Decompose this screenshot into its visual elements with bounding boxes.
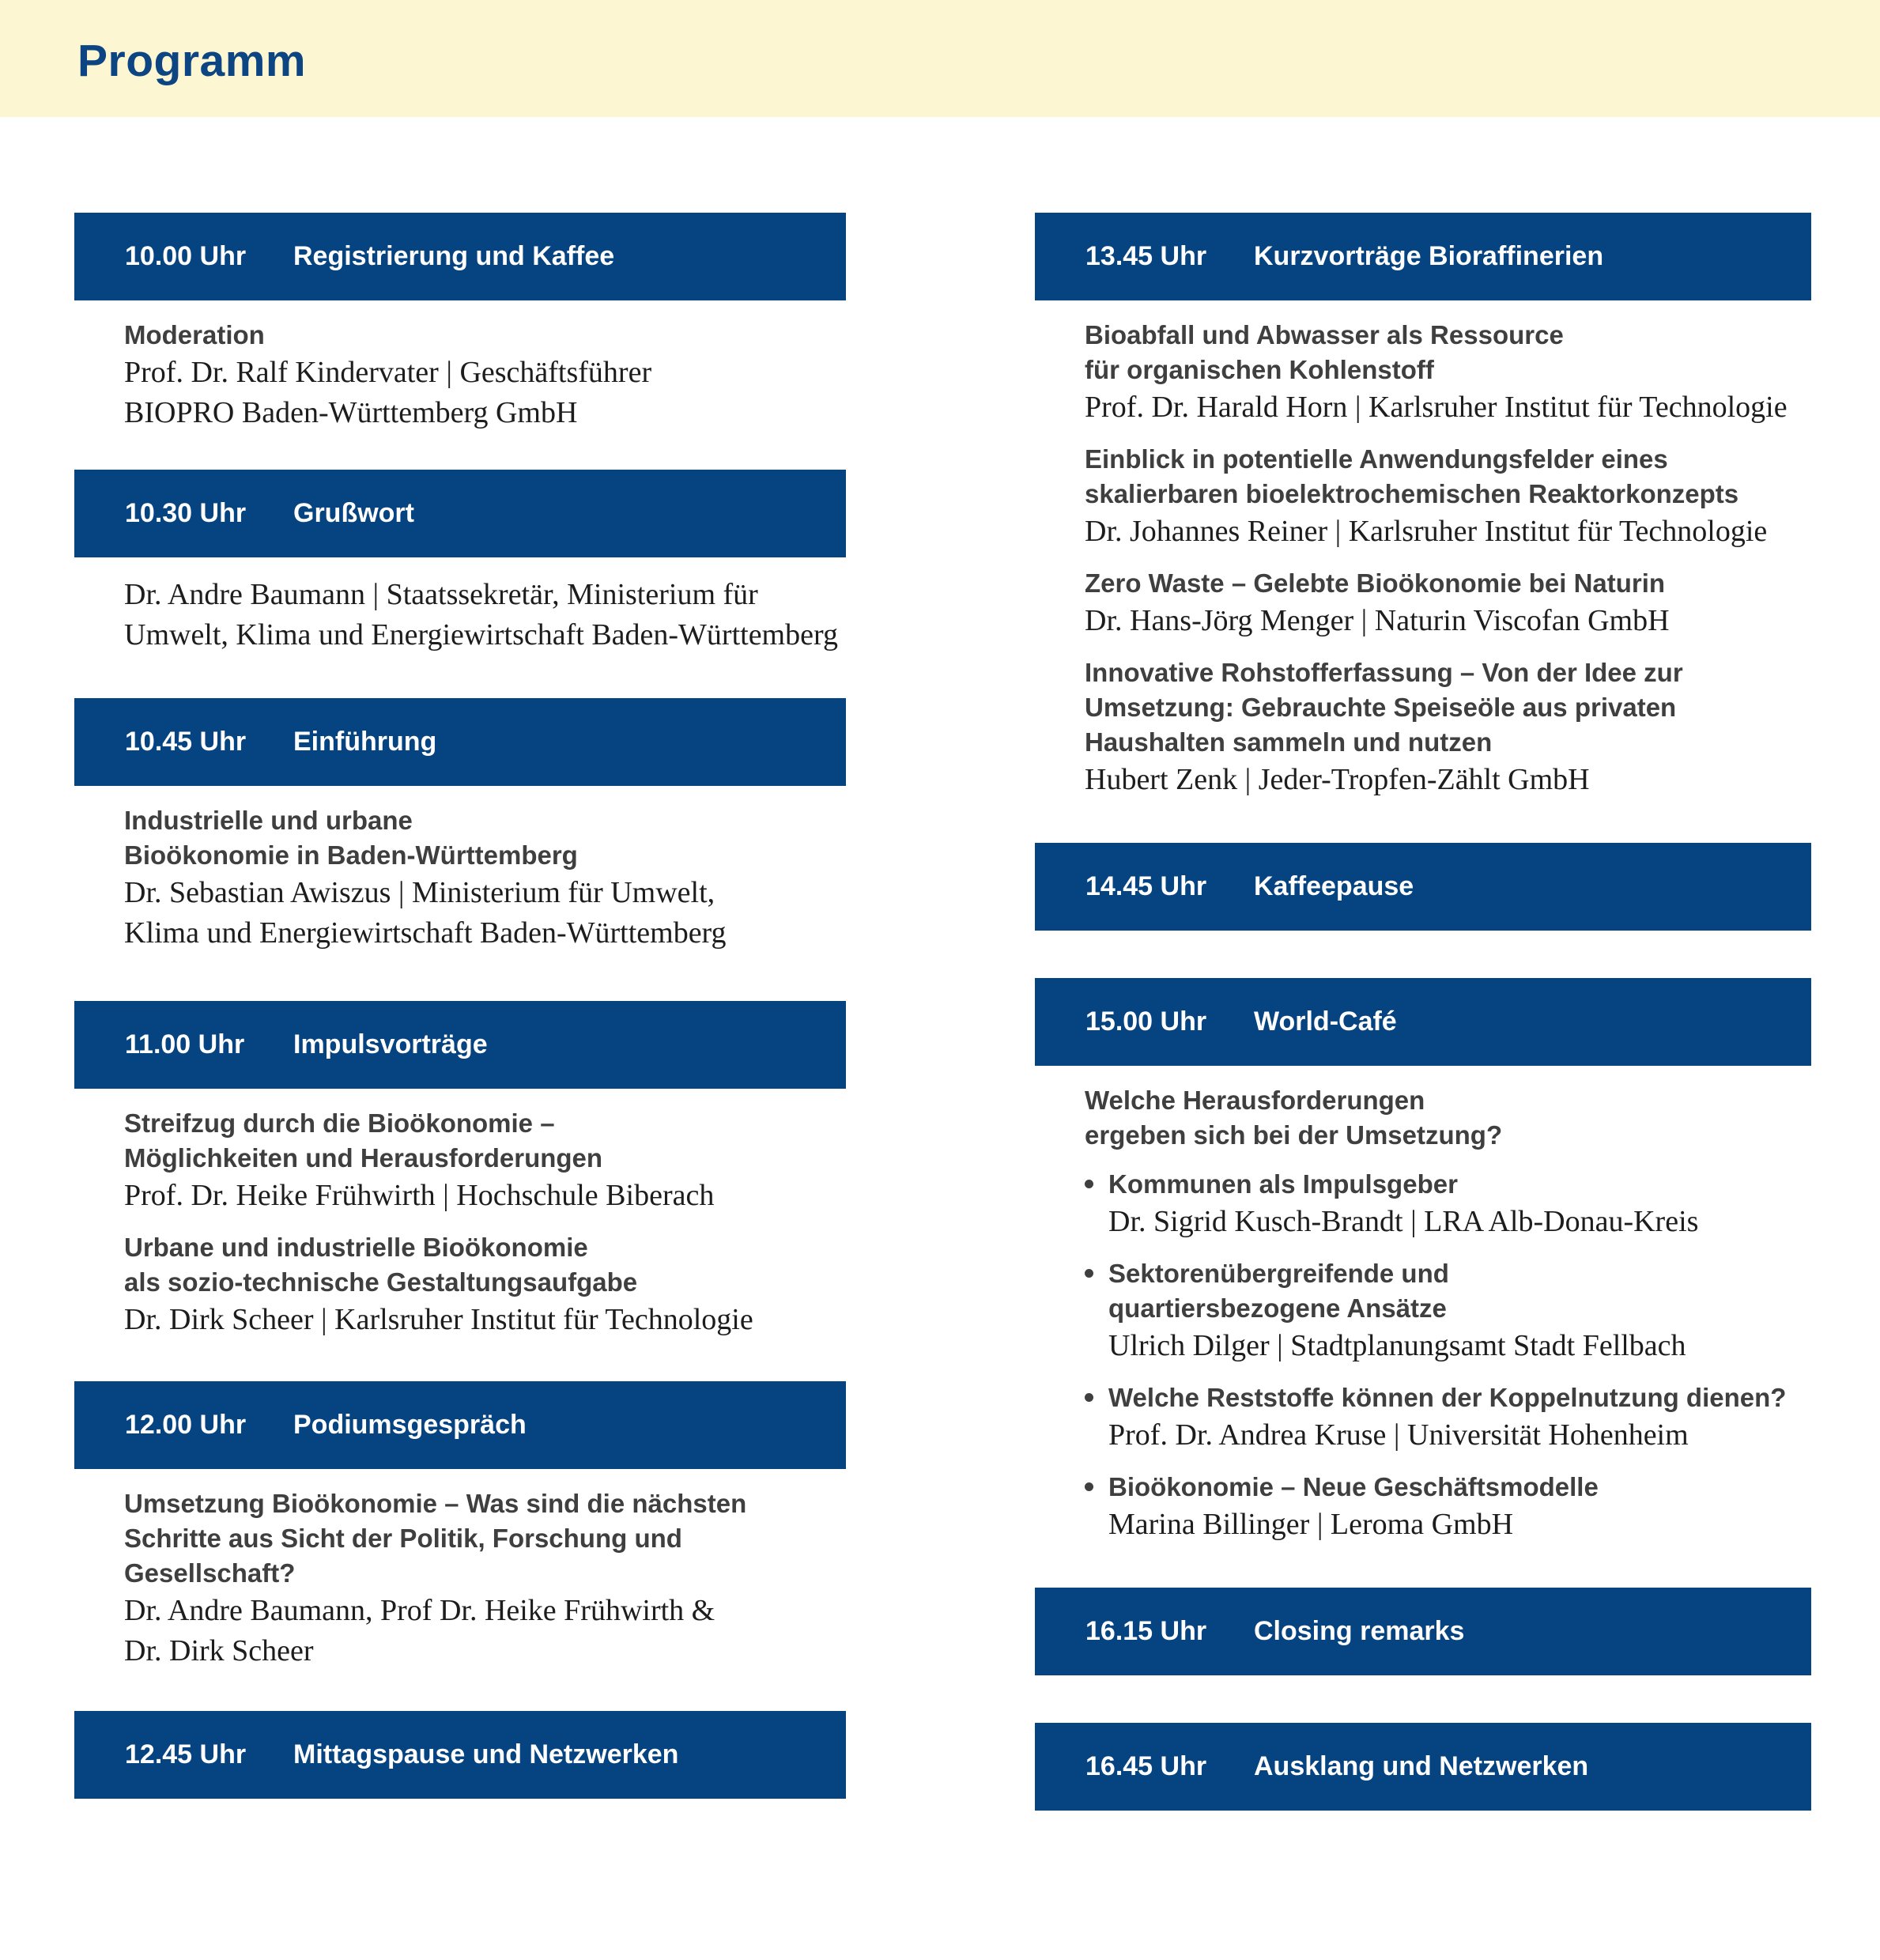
bullet-item (1085, 1256, 1811, 1366)
talk-title: Innovative Rohstofferfassung – Von der Idee zur Umsetzung: Gebrauchte Speiseöle aus privaten Haushalten sammeln und nutzen (1085, 658, 1683, 757)
bullet-dot-icon (1085, 1482, 1093, 1491)
session-content (74, 300, 846, 433)
bullet-title: Welche Reststoffe können der Koppelnutzung dienen? (1108, 1383, 1787, 1412)
session-title: Impulsvorträge (293, 1029, 488, 1059)
talk-item (1085, 655, 1811, 800)
session-title: Ausklang und Netzwerken (1254, 1751, 1589, 1781)
talk-item (124, 1106, 846, 1216)
page-header (0, 0, 1880, 117)
session-time: 16.15 Uhr (1085, 1616, 1207, 1646)
session-bar (74, 470, 846, 557)
session-time: 16.45 Uhr (1085, 1751, 1207, 1781)
session-bar (1035, 1723, 1811, 1811)
speaker-line: Prof. Dr. Ralf Kindervater | Geschäftsführer BIOPRO Baden-Württemberg GmbH (124, 356, 652, 429)
session-title: Closing remarks (1254, 1616, 1465, 1646)
program-section (74, 1381, 846, 1711)
session-bar (74, 1001, 846, 1089)
session-content (74, 1089, 846, 1340)
program-section (74, 213, 846, 470)
program-section (1035, 213, 1811, 843)
speaker-line: Dr. Dirk Scheer | Karlsruher Institut für Technologie (124, 1303, 753, 1336)
bullet-dot-icon (1085, 1180, 1093, 1188)
session-content (1035, 300, 1811, 800)
speaker-line: Prof. Dr. Harald Horn | Karlsruher Institut für Technologie (1085, 391, 1788, 424)
speaker-line: Dr. Sigrid Kusch-Brandt | LRA Alb-Donau-Kreis (1108, 1205, 1699, 1238)
session-title: Grußwort (293, 498, 414, 528)
program-section (1035, 1723, 1811, 1811)
session-time: 12.45 Uhr (125, 1739, 247, 1769)
speaker-line: Prof. Dr. Andrea Kruse | Universität Hohenheim (1108, 1418, 1689, 1452)
talk-title: Einblick in potentielle Anwendungsfelder eines skalierbaren bioelektrochemischen Reaktorkonzepts (1085, 444, 1739, 508)
bullet-item (1085, 1380, 1811, 1456)
session-time: 10.30 Uhr (125, 498, 247, 528)
session-time: 14.45 Uhr (1085, 871, 1207, 901)
session-time: 11.00 Uhr (125, 1029, 245, 1059)
bullet-title: Kommunen als Impulsgeber (1108, 1169, 1458, 1199)
program-section (74, 1711, 846, 1799)
talk-item (124, 318, 846, 433)
session-time: 10.45 Uhr (125, 727, 247, 757)
talk-item (1085, 442, 1811, 552)
program-column-left (74, 213, 846, 1799)
session-bar (74, 1381, 846, 1469)
talk-title: Zero Waste – Gelebte Bioökonomie bei Naturin (1085, 568, 1666, 598)
talk-item (124, 1486, 846, 1671)
bullet-dot-icon (1085, 1393, 1093, 1402)
session-title: Einführung (293, 727, 437, 757)
page-title: Programm (77, 36, 307, 86)
talk-item (124, 803, 846, 954)
session-bar (1035, 213, 1811, 300)
program-column-right (1035, 213, 1811, 1811)
talk-item (124, 575, 846, 655)
session-title: Mittagspause und Netzwerken (293, 1739, 679, 1769)
bullet-title: Bioökonomie – Neue Geschäftsmodelle (1108, 1472, 1599, 1501)
program-section (74, 1001, 846, 1381)
session-title: Podiumsgespräch (293, 1410, 527, 1440)
session-bar (74, 213, 846, 300)
talk-title: Industrielle und urbane Bioökonomie in Baden-Württemberg (124, 806, 578, 870)
session-time: 13.45 Uhr (1085, 241, 1207, 271)
talk-item (124, 1230, 846, 1340)
speaker-line: Dr. Andre Baumann | Staatssekretär, Ministerium für Umwelt, Klima und Energiewirtschaft Baden-Württemberg (124, 578, 838, 651)
talk-title: Moderation (124, 320, 265, 349)
session-title: World-Café (1254, 1006, 1397, 1037)
session-title: Kurzvorträge Bioraffinerien (1254, 241, 1604, 271)
talk-item (1085, 1083, 1811, 1153)
speaker-line: Dr. Sebastian Awiszus | Ministerium für Umwelt, Klima und Energiewirtschaft Baden-Württemberg (124, 876, 727, 950)
speaker-line: Dr. Hans-Jörg Menger | Naturin Viscofan GmbH (1085, 604, 1670, 637)
bullet-dot-icon (1085, 1269, 1093, 1278)
bullet-title: Sektorenübergreifende und quartiersbezogene Ansätze (1108, 1259, 1449, 1323)
session-time: 12.00 Uhr (125, 1410, 247, 1440)
session-bar (1035, 1588, 1811, 1675)
program-section (1035, 843, 1811, 978)
session-content (74, 557, 846, 655)
session-content (1035, 1066, 1811, 1545)
session-bar (1035, 978, 1811, 1066)
talk-title: Urbane und industrielle Bioökonomie als sozio-technische Gestaltungsaufgabe (124, 1233, 638, 1297)
talk-title: Bioabfall und Abwasser als Ressource für organischen Kohlenstoff (1085, 320, 1564, 384)
session-time: 15.00 Uhr (1085, 1006, 1207, 1037)
bullet-item (1085, 1167, 1811, 1242)
talk-title: Umsetzung Bioökonomie – Was sind die nächsten Schritte aus Sicht der Politik, Forschung und Gesellschaft? (124, 1489, 747, 1588)
session-content (74, 1469, 846, 1671)
speaker-line: Marina Billinger | Leroma GmbH (1108, 1508, 1514, 1541)
speaker-line: Ulrich Dilger | Stadtplanungsamt Stadt Fellbach (1108, 1329, 1686, 1362)
session-bar (74, 1711, 846, 1799)
speaker-line: Hubert Zenk | Jeder-Tropfen-Zählt GmbH (1085, 763, 1590, 796)
program-section (74, 470, 846, 698)
program-section (1035, 978, 1811, 1588)
speaker-line: Prof. Dr. Heike Frühwirth | Hochschule Biberach (124, 1179, 715, 1212)
talk-item (1085, 566, 1811, 641)
session-title: Registrierung und Kaffee (293, 241, 615, 271)
session-title: Kaffeepause (1254, 871, 1414, 901)
session-bar (74, 698, 846, 786)
session-time: 10.00 Uhr (125, 241, 247, 271)
talk-item (1085, 318, 1811, 428)
program-section (1035, 1588, 1811, 1723)
session-content (74, 786, 846, 954)
bullet-item (1085, 1470, 1811, 1545)
speaker-line: Dr. Johannes Reiner | Karlsruher Institut für Technologie (1085, 515, 1768, 548)
speaker-line: Dr. Andre Baumann, Prof Dr. Heike Frühwirth & Dr. Dirk Scheer (124, 1594, 715, 1667)
program-section (74, 698, 846, 1001)
talk-title: Welche Herausforderungen ergeben sich bei der Umsetzung? (1085, 1086, 1503, 1150)
session-bar (1035, 843, 1811, 931)
talk-title: Streifzug durch die Bioökonomie – Möglichkeiten und Herausforderungen (124, 1108, 603, 1173)
